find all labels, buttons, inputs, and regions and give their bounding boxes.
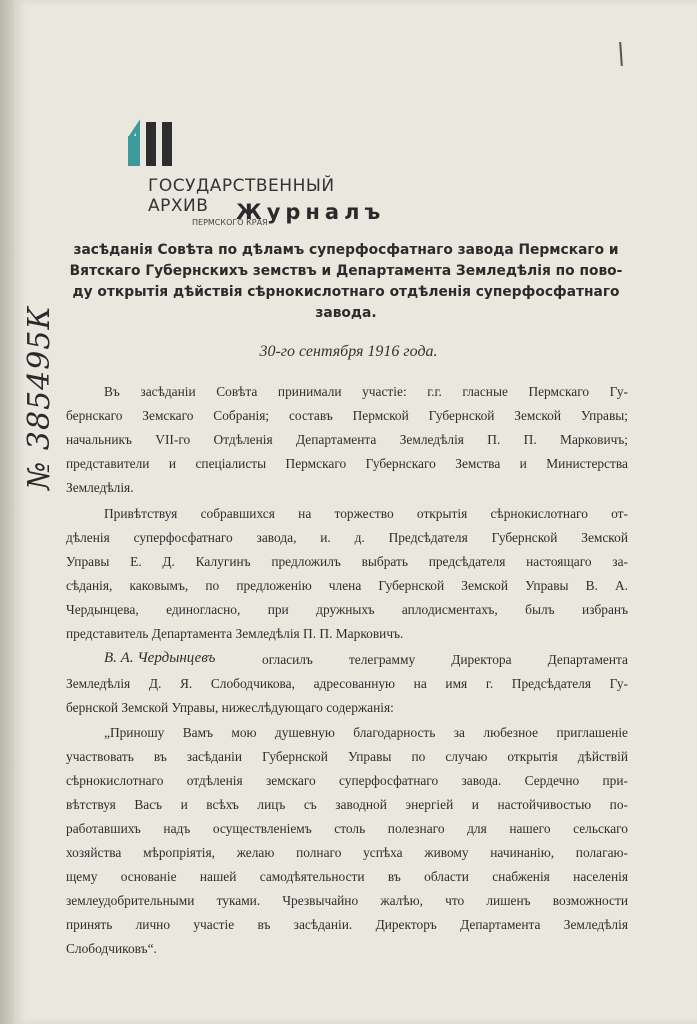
heading-line: завода. — [315, 305, 377, 321]
quote-line: щему основаніе нашей самодѣятельности въ области снабженія населенія — [66, 869, 628, 884]
speaker-name: В. А. Чердынцевъ — [104, 650, 216, 666]
paragraph-line: бернской Земской Управы, нижеслѣдующаго содержанія: — [66, 700, 394, 715]
paragraph-line: Земледѣлія Д. Я. Слободчикова, адресованную на имя г. Предсѣдателя Гу- — [66, 676, 628, 691]
quote-line: „Приношу Вамъ мою душевную благодарность за любезное приглашеніе — [104, 725, 628, 740]
logo-line-state: ГОСУДАРСТВЕННЫЙ — [148, 176, 335, 196]
quote-line: участвовать въ засѣданіи Губернской Управы по случаю открытія дѣйствій — [66, 749, 628, 764]
heading-line: Вятскаго Губернскихъ земствъ и Департамента Земледѣлія по пово- — [69, 263, 623, 279]
quote-line: Слободчиковъ“. — [66, 941, 157, 956]
heading-line: засѣданія Совѣта по дѣламъ суперфосфатнаго завода Пермскаго и — [73, 242, 619, 258]
paragraph-line: представители и спеціалисты Пермскаго Губернскаго Земства и Министерства — [66, 456, 628, 471]
handwritten-inventory-number: № 385495К — [22, 305, 57, 490]
paragraph-line: Управы Е. Д. Калугинъ предложилъ выбрать предсѣдателя настоящаго за- — [66, 554, 628, 569]
paragraph-line: представитель Департамента Земледѣлія П. П. Марковичъ. — [66, 626, 404, 641]
page-edge — [0, 0, 14, 1024]
paragraph-line: Привѣтствуя собравшихся на торжество открытія сѣрнокислотнаго от- — [104, 506, 628, 521]
quote-line: землеудобрительными туками. Чрезвычайно жалѣю, что лишенъ возможности — [66, 893, 628, 908]
quote-line: принять лично участіе въ засѣданіи. Директоръ Департамента Земледѣлія — [66, 917, 628, 932]
document-title: Журналъ — [236, 200, 386, 224]
paragraph-line: Въ засѣданіи Совѣта принимали участіе: г.г. гласные Пермскаго Гу- — [104, 384, 628, 399]
archive-logo-icon — [126, 118, 186, 174]
quote-line: сѣрнокислотнаго отдѣленія земскаго суперфосфатнаго завода. Сердечно при- — [66, 773, 628, 788]
document-date: 30-го сентября 1916 года. — [259, 343, 438, 360]
paragraph-line: начальникъ VII-го Отдѣленія Департамента Земледѣлія П. П. Марковичъ; — [66, 432, 628, 447]
paragraph-line: сѣданія, каковымъ, по предложенію члена Губернской Земской Управы В. А. — [66, 578, 628, 593]
logo-line-region: ПЕРМСКОГО КРАЯ — [192, 218, 268, 227]
paragraph-line: дѣленія суперфосфатнаго завода, и. д. Предсѣдателя Губернской Земской — [66, 530, 628, 545]
paragraph-line: Чердынцева, единогласно, при дружныхъ аплодисментахъ, былъ избранъ — [66, 602, 628, 617]
logo-line-archive: АРХИВ — [148, 196, 209, 216]
quote-line: работавшихъ надъ осуществленіемъ столь полезнаго для нашего сельскаго — [66, 821, 628, 836]
paragraph-line: огласилъ телеграмму Директора Департамента — [262, 652, 628, 667]
document-heading — [66, 240, 626, 324]
quote-line: хозяйства мѣропріятія, желаю полнаго успѣха живому начинанію, полагаю- — [66, 845, 628, 860]
quote-line: вѣтствуя Васъ и всѣхъ лицъ съ заводной энергіей и настойчивостью по- — [66, 797, 628, 812]
heading-line: ду открытія дѣйствія сѣрнокислотнаго отдѣленія суперфосфатнаго — [72, 284, 620, 300]
paragraph-line: Земледѣлія. — [66, 480, 134, 495]
paragraph-line: бернскаго Земскаго Собранія; составъ Пермской Губернской Земской Управы; — [66, 408, 628, 423]
